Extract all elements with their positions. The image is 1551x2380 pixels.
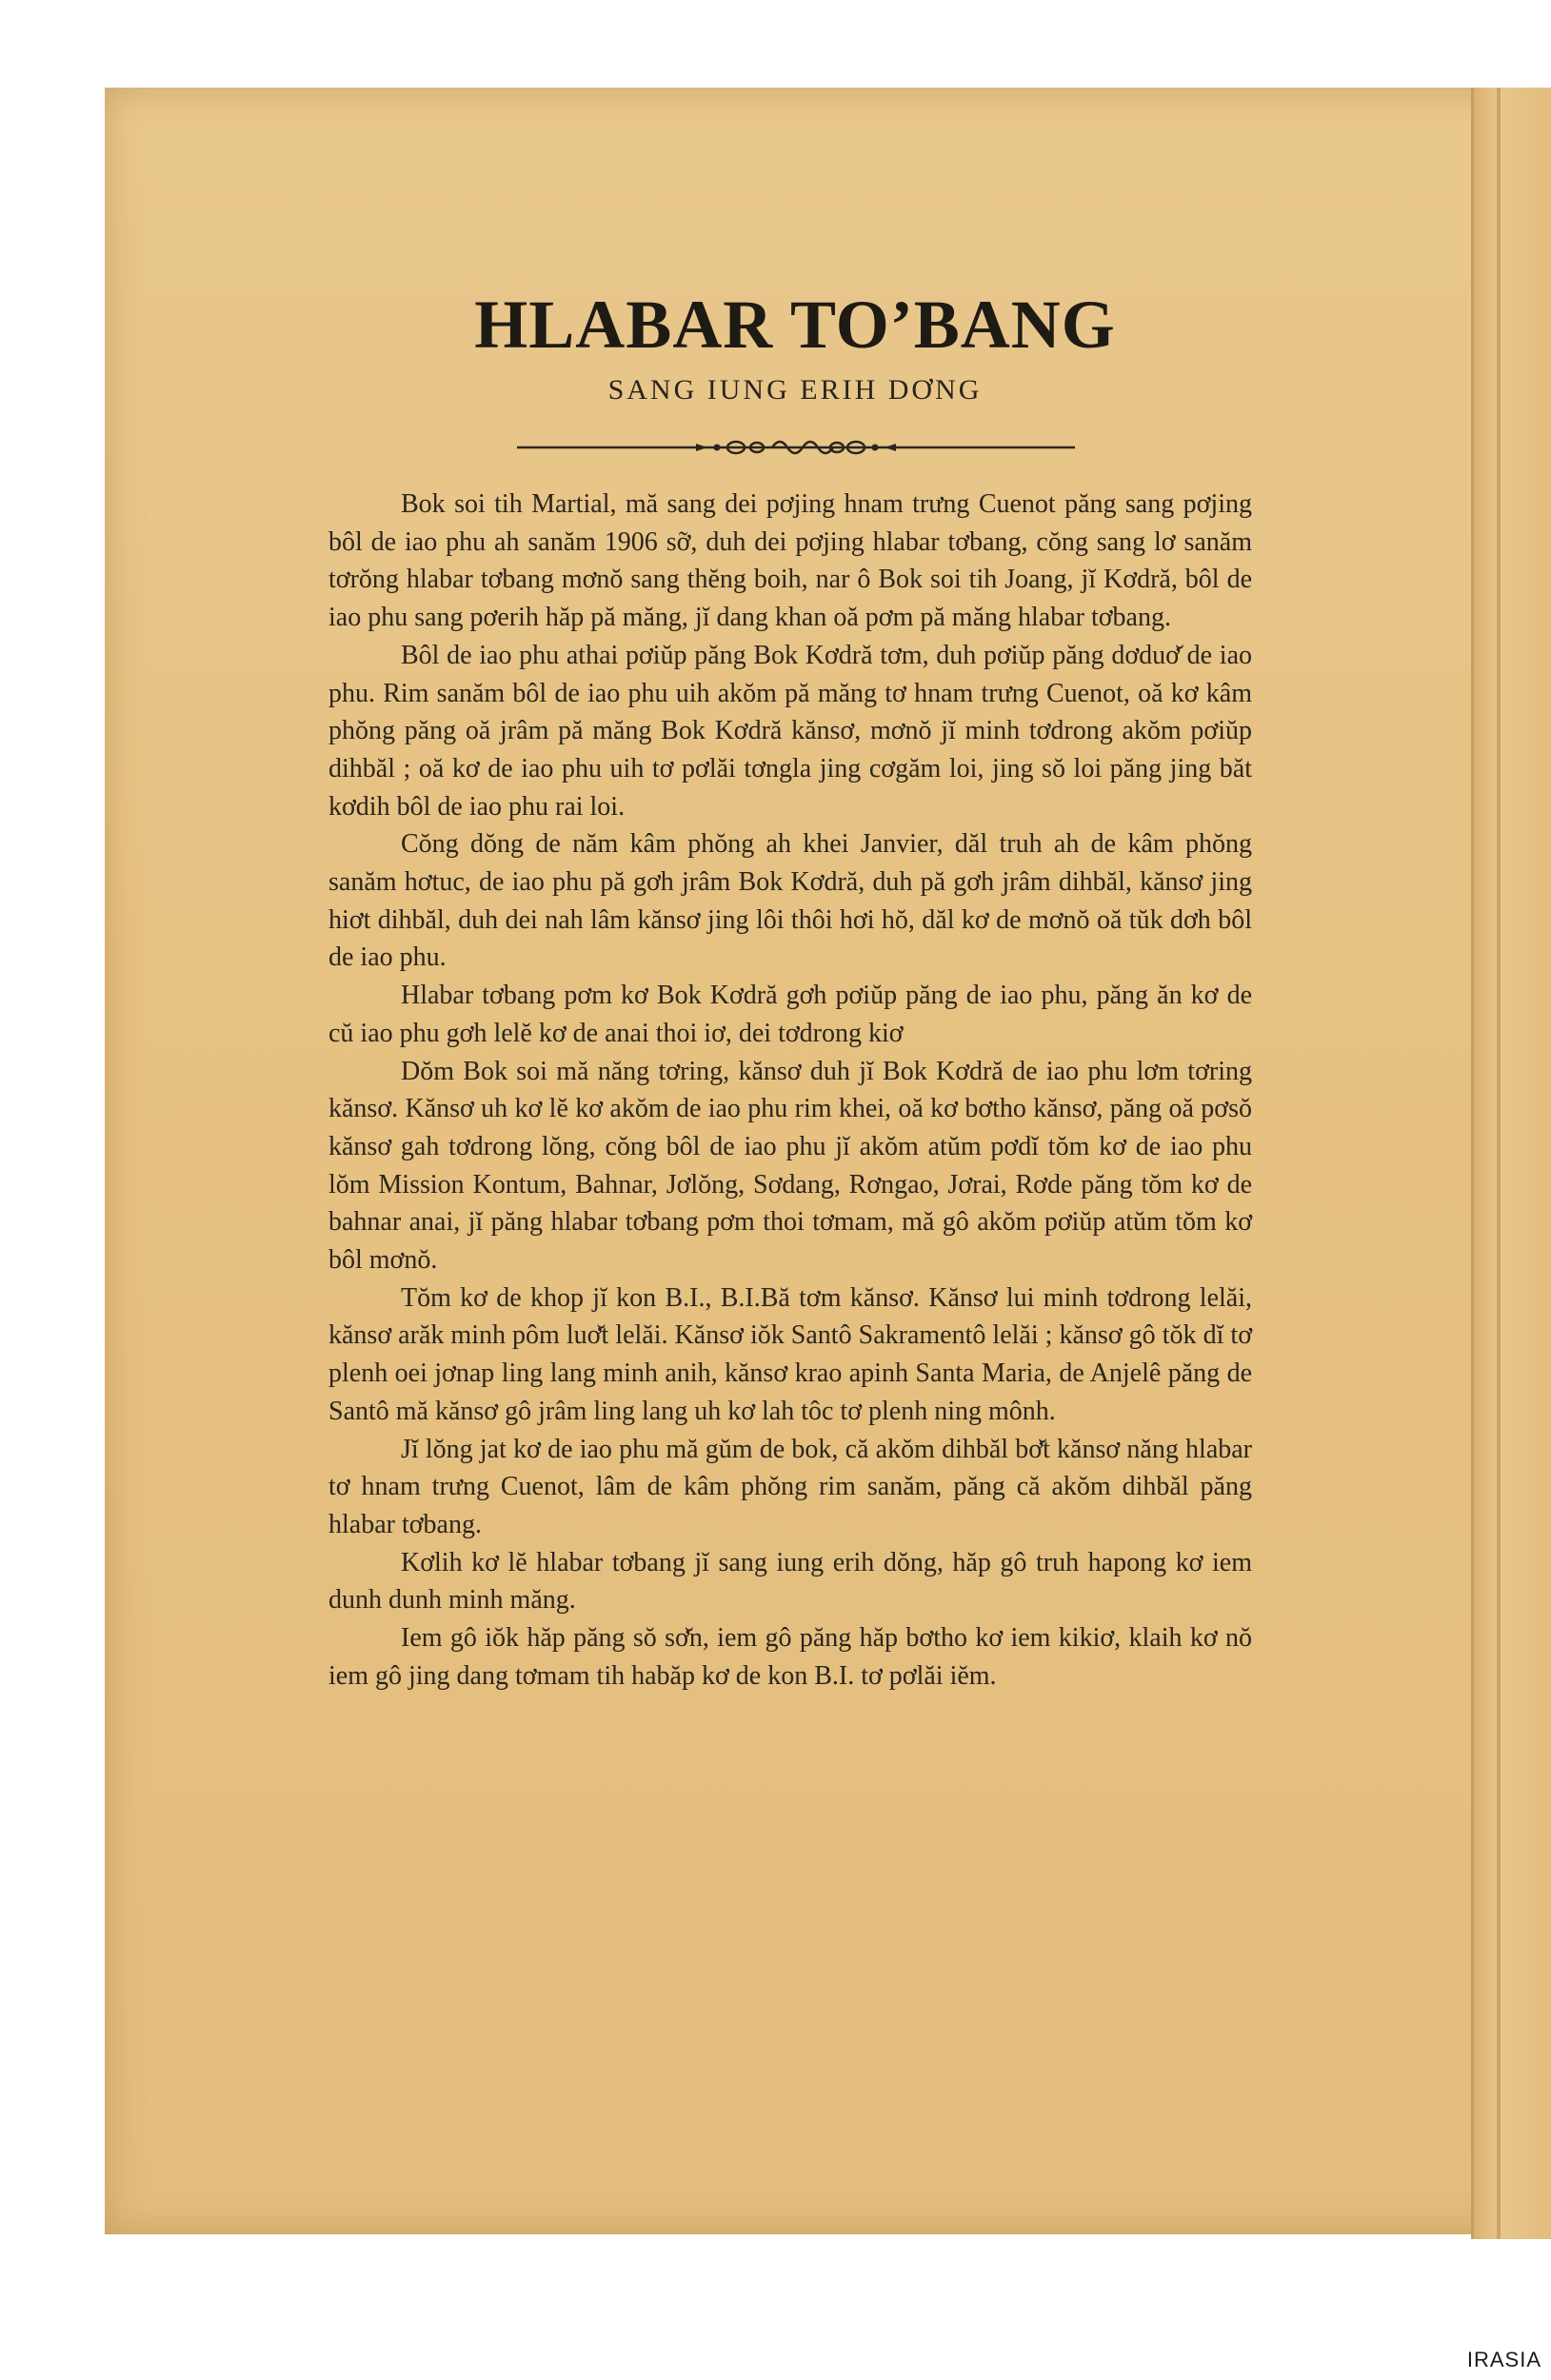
paragraph: Bôl de iao phu athai pơiŭp păng Bok Kơdră tơm, duh pơiŭp păng dơduơ̆ de iao phu. Rim sanăm bôl de iao phu uih akŏm pă măng tơ hnam trưng Cuenot, oă kơ kâm phŏng păng oă jrâm pă măng Bok Kơdră kănsơ, mơnŏ jĭ minh tơdrong akŏm pơiŭp dihbăl ; oă kơ de iao phu uih tơ pơlăi tơngla jing cơgăm loi, jing sŏ loi păng jing băt kơdih bôl de iao phu rai loi. [328, 640, 1252, 822]
fold-crease [1497, 88, 1501, 2239]
paragraph: Cŏng dŏng de năm kâm phŏng ah khei Janvier, dăl truh ah de kâm phŏng sanăm hơtuc, de iao phu pă gơh jrâm Bok Kơdră, duh pă gơh jrâm dihbăl, kănsơ jing hiơt dihbăl, duh dei nah lâm kănsơ jing lôi thôi hơi hŏ, dăl kơ de mơnŏ oă tŭk dơh bôl de iao phu. [328, 829, 1252, 973]
ornament-divider-icon [517, 435, 1075, 460]
paragraph: Iem gô iŏk hăp păng sŏ sơ̆n, iem gô păng hăp bơtho kơ iem kikiơ, klaih kơ nŏ iem gô jing dang tơmam tih habăp kơ de kon B.I. tơ pơlăi iĕm. [328, 1623, 1252, 1691]
paragraph: Hlabar tơbang pơm kơ Bok Kơdră gơh pơiŭp păng de iao phu, păng ăn kơ de cŭ iao phu gơh lelĕ kơ de anai thoi iơ, dei tơdrong kiơ [328, 981, 1252, 1048]
folded-page-edge [1471, 88, 1551, 2239]
paragraph: Jĭ lŏng jat kơ de iao phu mă gŭm de bok, că akŏm dihbăl bơ̆t kănsơ năng hlabar tơ hnam trưng Cuenot, lâm de kâm phŏng rim sanăm, păng că akŏm dihbăl păng hlabar tơbang. [328, 1434, 1252, 1539]
paragraph: Tŏm kơ de khop jĭ kon B.I., B.I.Bă tơm kănsơ. Kănsơ lui minh tơdrong lelăi, kănsơ arăk minh pôm luơ̆t lelăi. Kănsơ iŏk Santô Sakramentô lelăi ; kănsơ gô tŏk dĭ tơ plenh oei jơnap ling lang minh anih, kănsơ krao apinh Santa Maria, de Anjelê păng de Santô mă kănsơ gô jrâm ling lang uh kơ lah tôc tơ plenh ning mônh. [328, 1282, 1252, 1426]
document-subtitle: SANG IUNG ERIH DƠNG [607, 374, 983, 406]
paragraph: Kơlih kơ lĕ hlabar tơbang jĭ sang iung erih dŏng, hăp gô truh hapong kơ iem dunh dunh minh măng. [328, 1547, 1252, 1616]
watermark-label: IRASIA [1466, 2348, 1541, 2371]
paragraph: Bok soi tih Martial, mă sang dei pơjing hnam trưng Cuenot păng sang pơjing bôl de iao phu ah sanăm 1906 sỡ, duh dei pơjing hlabar tơbang, cŏng sang lơ sanăm tơrŏng hlabar tơbang mơnŏ sang thĕng boih, nar ô Bok soi tih Joang, jĭ Kơdră, bôl de iao phu sang pơerih hăp pă măng, jĭ dang khan oă pơm pă măng hlabar tơbang. [328, 489, 1252, 633]
document-title: HLABAR TO’BANG [474, 287, 1116, 363]
document-body [328, 486, 1252, 1696]
paragraph: Dŏm Bok soi mă năng tơring, kănsơ duh jĭ Bok Kơdră de iao phu lơm tơring kănsơ. Kănsơ uh kơ lĕ kơ akŏm de iao phu rim khei, oă kơ bơtho kănsơ, păng oă pơsŏ kănsơ gah tơdrong lŏng, cŏng bôl de iao phu jĭ akŏm atŭm pơdĭ tŏm kơ de iao phu lŏm Mission Kontum, Bahnar, Jơlŏng, Sơdang, Rơngao, Jơrai, Rơde păng tŏm kơ de bahnar anai, jĭ păng hlabar tơbang pơm thoi tơmam, mă gô akŏm pơiŭp atŭm tŏm kơ bôl mơnŏ. [328, 1056, 1252, 1276]
